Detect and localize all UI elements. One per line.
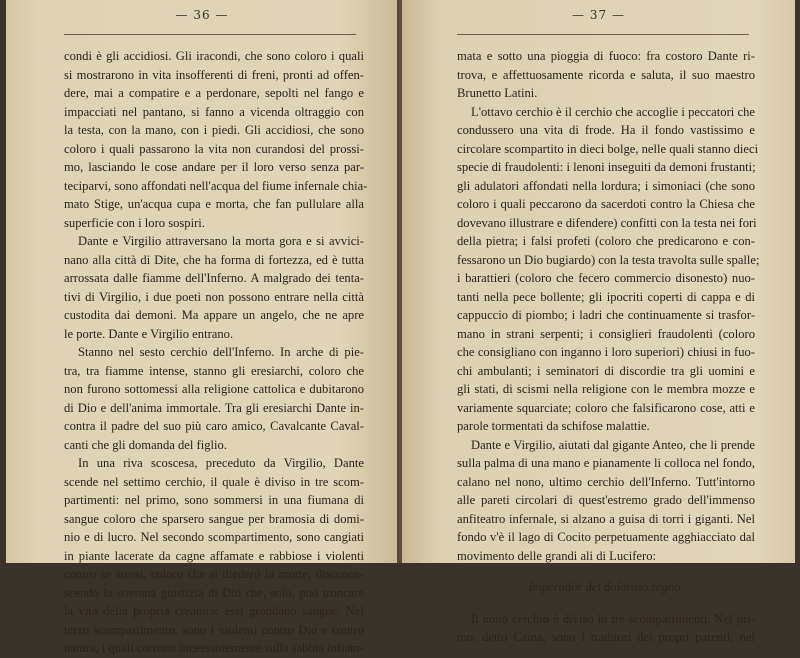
- text-line: impacciati nel pantano, si fanno a vicenda oltraggio con: [64, 104, 364, 119]
- text-line: teciparvi, sono affondati nell'acqua del fiume infernale chia-: [64, 178, 368, 193]
- page-number: — 37 —: [572, 8, 625, 22]
- text-line: la vita della propria creatura: essi grondano sangue. Nel: [64, 604, 364, 618]
- text-line: alle pareti circolari di quest'estremo grado dell'immenso: [457, 493, 755, 507]
- text-line: parole tormentati da schifose malattie.: [457, 419, 650, 433]
- spacer: [457, 565, 755, 578]
- text-line: nano alla città di Dite, che ha forma di fortezza, ed è tutta: [64, 252, 364, 267]
- text-line: contra il padre del suo più caro amico, Cavalcante Caval-: [64, 419, 364, 433]
- text-line: si mostrarono in vita insofferenti di freni, pronti ad offen-: [64, 67, 364, 82]
- text-line: trova, e affettuosamente ricorda e saluta, il suo maestro: [457, 67, 755, 82]
- text-line: coloro i quali peccarono da sacerdoti contro la Chiesa che: [457, 197, 755, 211]
- text-line: nio e di lucro. Nel secondo scompartimento, sono cangiati: [64, 530, 364, 544]
- text-line: tra, tra fiamme intense, stanno gli eresiarchi, coloro che: [64, 363, 364, 378]
- text-line: fessarono un Dio bugiardo) con la testa travolta sulle spalle;: [457, 252, 760, 267]
- text-line: non furono sottomessi alla religione cattolica e dubitarono: [64, 382, 364, 396]
- text-line: custodita dai demoni. Ma appare un angelo, che ne apre: [64, 308, 364, 322]
- text-line: anfiteatro infernale, si alzano a guisa di torri i giganti. Nel: [457, 511, 755, 526]
- text-line: gli stati, di scismi nella religione con le membra mozze e: [457, 382, 755, 396]
- page-body-text: [64, 47, 368, 658]
- text-line: dovevano illustrare e difendere) confitti con la testa nei fori: [457, 215, 757, 230]
- page-body-text: [457, 47, 760, 647]
- text-line: le porte. Dante e Virgilio entrano.: [64, 326, 234, 341]
- text-line: condi è gli accidiosi. Gli iracondi, che sono coloro i quali: [64, 49, 364, 63]
- text-line: contro se stessi, coloro che si diedero la morte, disconos-: [64, 567, 364, 581]
- text-line: in piante lacerate da cagne affamate e rabbiose i violenti: [64, 548, 364, 563]
- text-line: sangue coloro che sparsero sangue per bramosia di domi-: [64, 511, 364, 526]
- text-line: specie di fraudolenti: i lenoni inseguiti da demoni frustanti;: [457, 160, 756, 174]
- text-line: dere, mai a compatire e a perdonare, sepolti nel fango e: [64, 86, 364, 100]
- text-line: i barattieri (coloro che fecero commercio disonesto) nuo-: [457, 271, 755, 285]
- text-line: arrossata dalle fiamme dell'Inferno. A malgrado dei tenta-: [64, 271, 364, 285]
- text-line: superficie con i loro sospiri.: [64, 215, 205, 230]
- text-line: scendo la sovrana giustizia di Dio che, solo, può troncare: [64, 585, 364, 600]
- right-page: [402, 0, 795, 644]
- text-line: mato Stige, un'acqua cupa e morta, che fan pullulare alla: [64, 197, 364, 211]
- text-line: mata e sotto una pioggia di fuoco: fra costoro Dante ri-: [457, 49, 755, 63]
- text-line: scende nel settimo cerchio, il quale è diviso in tre scom-: [64, 474, 364, 489]
- text-line: mo, lasciando le cose andare per il loro verso senza par-: [64, 160, 364, 174]
- verse-quote: Imperador del doloroso regno.: [528, 580, 684, 594]
- text-line: Stanno nel sesto cerchio dell'Inferno. In arche di pie-: [78, 345, 364, 359]
- text-line: cappuccio di piombo; i ladri che continuamente si trasfor-: [457, 308, 755, 322]
- header-rule: [64, 34, 356, 35]
- text-line: canti che gli domanda del figlio.: [64, 437, 227, 452]
- spacer: [457, 597, 755, 610]
- left-page: [6, 0, 398, 655]
- text-line: coloro i quali passarono la vita non curandosi del prossi-: [64, 141, 364, 156]
- text-line: L'ottavo cerchio è il cerchio che accoglie i peccatori che: [471, 104, 755, 119]
- text-line: che consigliano con inganno i loro superiori) chiusi in fuo-: [457, 345, 755, 359]
- text-line: di Dio e dell'anima immortale. Tra gli eresiarchi Dante in-: [64, 400, 364, 415]
- text-line: Dante e Virgilio, aiutati dal gigante Anteo, che li prende: [471, 437, 755, 452]
- text-line: In una riva scoscesa, preceduto da Virgilio, Dante: [78, 456, 364, 470]
- text-line: natura, i quali corrono incessantemente sulla sabbia infiam-: [64, 641, 365, 655]
- header-rule: [457, 34, 749, 35]
- text-line: sulla palma di una mano e pianamente li colloca nel fondo,: [457, 456, 755, 470]
- text-line: variamente squarciate; coloro che falsificarono cose, atti e: [457, 400, 755, 415]
- text-line: circolare scompartito in dieci bolge, nelle quali stanno dieci: [457, 141, 759, 156]
- text-line: Dante e Virgilio attraversano la morta gora e si avvici-: [78, 234, 364, 248]
- text-line: gli adulatori affondati nella lordura; i simoniaci (che sono: [457, 178, 755, 193]
- text-line: movimento delle grandi ali di Lucifero:: [457, 548, 656, 563]
- page-number: — 36 —: [175, 8, 229, 22]
- text-line: la testa, con la mano, con i piedi. Gli accidiosi, che sono: [64, 123, 364, 137]
- text-line: Il nono cerchio è diviso in tre scompartimenti. Nel pri-: [471, 611, 755, 626]
- text-line: tanti nella pece bollente; gli ipocriti coperti di cappa e di: [457, 289, 755, 304]
- text-line: della pietra; i falsi profeti (coloro che predicarono e con-: [457, 234, 755, 248]
- text-line: tivi di Virgilio, i due poeti non possono entrare nella città: [64, 289, 364, 304]
- text-line: partimenti: nel primo, sono sommersi in una fiumana di: [64, 493, 364, 507]
- text-line: terzo scompartimento, sono i violenti contro Dio e contro: [64, 622, 364, 637]
- text-line: fondo v'è il lago di Cocito perpetuamente agghiacciato dal: [457, 530, 755, 544]
- text-line: mano in strani serpenti; i consiglieri fraudolenti (coloro: [457, 326, 755, 341]
- text-line: condussero una vita di frode. Ha il fondo vastissimo e: [457, 123, 755, 137]
- text-line: mo, detto Caina, sono i traditori dei propri parenti; nel: [457, 630, 755, 644]
- text-line: Brunetto Latini.: [457, 86, 538, 100]
- text-line: calano nel nono, ultimo cerchio dell'Inferno. Tutt'intorno: [457, 474, 755, 489]
- text-line: chi ambulanti; i seminatori di discordie tra gli uomini e: [457, 363, 755, 378]
